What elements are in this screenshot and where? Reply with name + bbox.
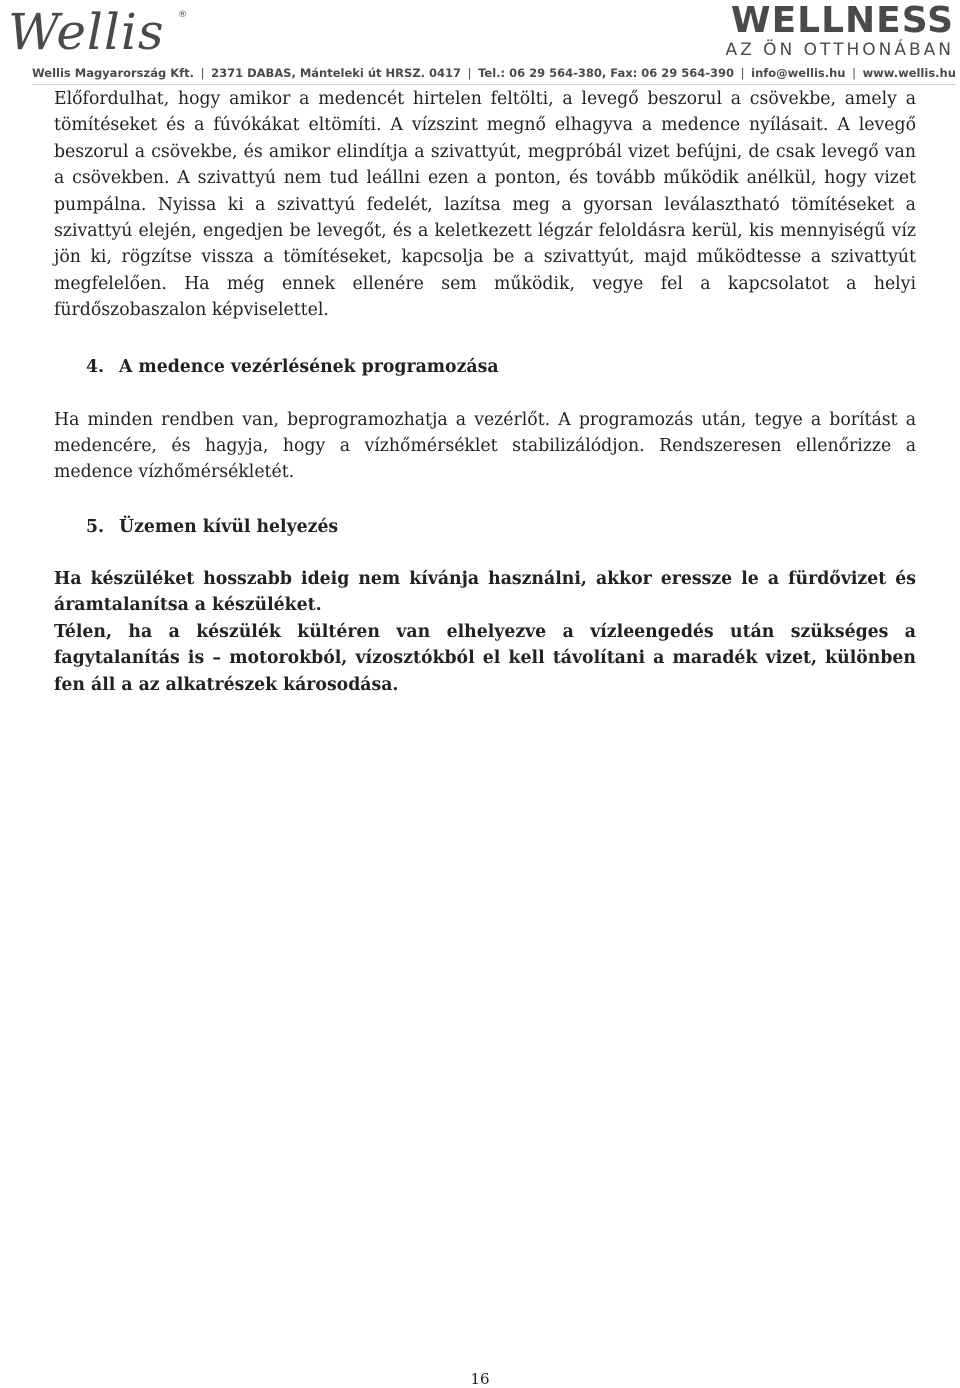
company-name: Wellis Magyarország Kft. <box>32 66 194 80</box>
separator: | <box>740 66 745 80</box>
paragraph-decommission: Ha készüléket hosszabb ideig nem kívánja használni, akkor eressze le a fürdővizet és áramtalanítsa a készüléket. <box>54 568 916 616</box>
company-phone: Tel.: 06 29 564-380, Fax: 06 29 564-390 <box>478 66 735 80</box>
wellis-logo: Wellis <box>8 3 165 61</box>
company-address: 2371 DABAS, Mánteleki út HRSZ. 0417 <box>211 66 462 80</box>
section-heading-4 <box>54 354 916 380</box>
section-title: Üzemen kívül helyezés <box>119 516 339 537</box>
separator: | <box>200 66 205 80</box>
section-number: 4. <box>86 356 105 377</box>
section-title: A medence vezérlésének programozása <box>119 356 499 377</box>
contact-bar <box>32 64 956 82</box>
company-website: www.wellis.hu <box>862 66 956 80</box>
company-email: info@wellis.hu <box>751 66 846 80</box>
page-number: 16 <box>470 1370 490 1388</box>
separator: | <box>852 66 856 80</box>
section-heading-5 <box>54 514 916 540</box>
registered-mark: ® <box>178 10 187 20</box>
wellness-logo-subtitle: AZ ÖN OTTHONÁBAN <box>725 40 954 60</box>
paragraph-winter: Télen, ha a készülék kültéren van elhelyezve a vízleengedés után szükséges a fagytalanítás is – motorokból, vízosztókból el kell távolítani a maradék vizet, különben fen áll a az alkatrészek károsodása. <box>54 621 916 695</box>
page-header <box>0 0 960 86</box>
page-content <box>54 86 916 698</box>
wellness-logo-title: WELLNESS <box>730 0 954 41</box>
paragraph-programming: Ha minden rendben van, beprogramozhatja a vezérlőt. A programozás után, tegye a borítást a medencére, és hagyja, hogy a vízhőmérséklet stabilizálódjon. Rendszeresen ellenőrizze a medence vízhőmérsékletét. <box>54 409 916 483</box>
separator: | <box>467 66 472 80</box>
header-divider <box>32 84 956 85</box>
paragraph-airlock: Előfordulhat, hogy amikor a medencét hirtelen feltölti, a levegő beszorul a csövekbe, amely a tömítéseket és a fúvókákat eltömíti. A vízszint megnő elhagyva a medence nyílásait. A levegő beszorul a csövekbe, és amikor elindítja a szivattyút, megpróbál vizet befújni, de csak levegő van a csövekben. A szivattyú nem tud leállni ezen a ponton, és tovább működik anélkül, hogy vizet pumpálna. Nyissa ki a szivattyú fedelét, lazítsa meg a gyorsan leválasztható tömítéseket a szivattyú elején, engedjen be levegőt, és a keletkezett légzár feloldásra kerül, kis mennyiségű víz jön ki, rögzítse vissza a tömítéseket, kapcsolja be a szivattyút, majd működtesse a szivattyút megfelelően. Ha még ennek ellenére sem működik, vegye fel a kapcsolatot a helyi fürdőszobaszalon képviselettel. <box>54 89 916 321</box>
section-number: 5. <box>86 516 105 537</box>
